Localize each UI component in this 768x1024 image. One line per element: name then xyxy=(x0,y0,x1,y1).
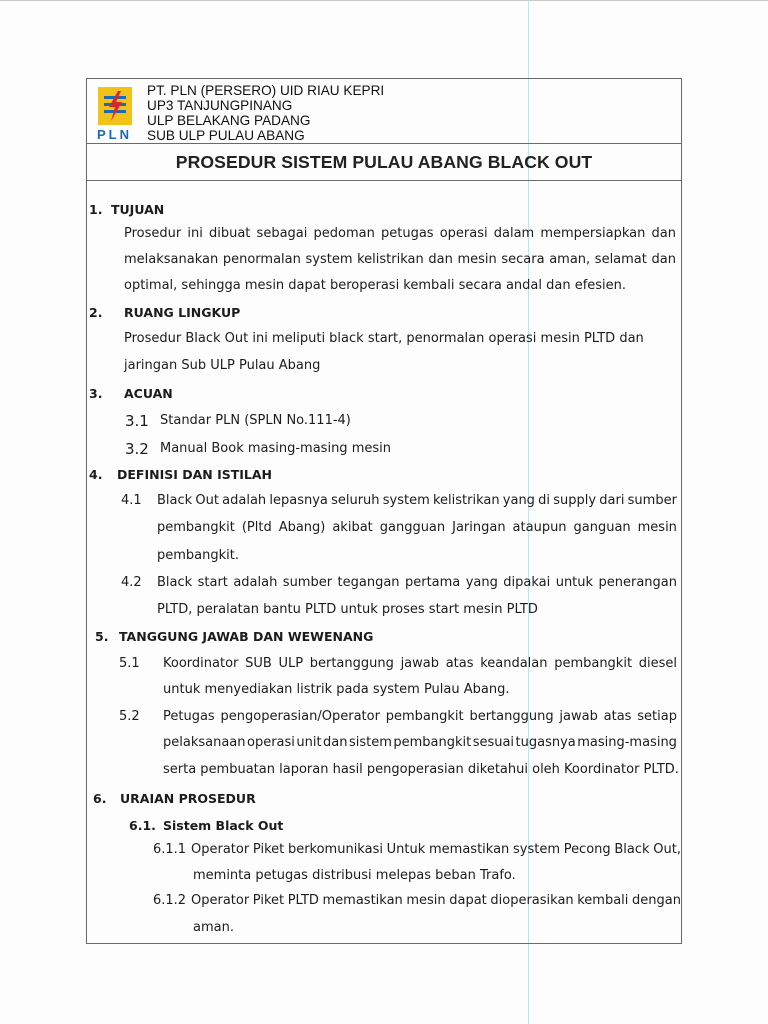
word: lepasnya xyxy=(269,493,328,508)
word: pembangkit xyxy=(554,656,633,671)
company-line: PT. PLN (PERSERO) UID RIAU KEPRI xyxy=(147,83,385,98)
section-number: 6. xyxy=(93,791,107,806)
item-line: untuk menyediakan listrik pada system Pulau Abang. xyxy=(163,682,510,697)
item-line xyxy=(163,709,677,724)
word: aman, xyxy=(549,252,591,267)
item-line: serta pembuatan laporan hasil pengoperasian diketahui oleh Koordinator PLTD. xyxy=(163,762,679,777)
word: diesel xyxy=(638,656,677,671)
section-heading: TUJUAN xyxy=(111,202,165,217)
word: kelistrikan xyxy=(432,493,500,508)
company-line: UP3 TANJUNGPINANG xyxy=(147,98,293,113)
word: penormalan xyxy=(222,252,301,267)
word: memastikan xyxy=(322,893,403,908)
word: atas xyxy=(445,656,474,671)
company-line: ULP BELAKANG PADANG xyxy=(147,113,311,128)
word: Petugas xyxy=(163,709,215,724)
word: start xyxy=(197,575,228,590)
word: dan xyxy=(651,226,676,241)
word: seluruh xyxy=(331,493,380,508)
item-line xyxy=(163,656,677,671)
word: pembangkit xyxy=(393,735,472,750)
item-text: Standar PLN (SPLN No.111-4) xyxy=(160,413,351,428)
word: melaksanakan xyxy=(124,252,219,267)
word: Black xyxy=(614,842,650,857)
word: dalam xyxy=(493,226,535,241)
item-line xyxy=(157,493,677,508)
word: setiap xyxy=(637,709,677,724)
word: Jaringan xyxy=(452,520,506,535)
section-number: 5. xyxy=(95,629,109,644)
word: mesin xyxy=(406,893,446,908)
word: gangguan xyxy=(379,520,446,535)
pln-lightning-logo-icon xyxy=(98,87,132,125)
item-line xyxy=(191,842,681,857)
word: memastikan xyxy=(429,842,510,857)
item-number: 3.1 xyxy=(125,412,149,430)
word: kelistrikan xyxy=(357,252,424,267)
word: pertama xyxy=(404,575,461,590)
section-number: 2. xyxy=(89,305,103,320)
word: secara xyxy=(501,252,545,267)
word: bertanggung xyxy=(309,656,394,671)
paragraph-line: jaringan Sub ULP Pulau Abang xyxy=(124,358,321,373)
word: ganguan xyxy=(573,520,631,535)
word: SUB xyxy=(245,656,272,671)
word: ini xyxy=(187,226,203,241)
section-heading: RUANG LINGKUP xyxy=(124,305,241,320)
section-heading: DEFINISI DAN ISTILAH xyxy=(117,467,273,482)
word: di xyxy=(538,493,551,508)
word: dan xyxy=(428,252,453,267)
company-line: SUB ULP PULAU ABANG xyxy=(147,128,305,143)
item-line: aman. xyxy=(193,920,234,935)
item-number: 5.1 xyxy=(119,656,140,671)
word: sesuai xyxy=(472,735,515,750)
word: adalah xyxy=(222,493,267,508)
word: keandalan xyxy=(480,656,548,671)
page-top-edge xyxy=(0,0,768,1)
word: dan xyxy=(651,252,676,267)
item-line xyxy=(191,893,681,908)
word: unit xyxy=(296,735,322,750)
item-text: Manual Book masing-masing mesin xyxy=(160,441,391,456)
word: dibuat xyxy=(208,226,251,241)
item-number: 4.2 xyxy=(121,575,142,590)
word: untuk xyxy=(555,575,594,590)
word: pengoperasian/Operator xyxy=(220,709,380,724)
word: sumber xyxy=(282,575,333,590)
word: pelaksanaan xyxy=(163,735,246,750)
company-block xyxy=(147,83,384,143)
item-number: 3.2 xyxy=(125,440,149,458)
word: Piket xyxy=(252,893,285,908)
word: bertanggung xyxy=(469,709,554,724)
word: sumber xyxy=(627,493,677,508)
word: dioperasikan xyxy=(490,893,574,908)
section-heading: ACUAN xyxy=(124,386,173,401)
word: Abang) xyxy=(278,520,326,535)
word: dipakai xyxy=(503,575,551,590)
word: masing-masing xyxy=(577,735,677,750)
word: yang xyxy=(465,575,498,590)
word: petugas xyxy=(380,226,434,241)
word: operasi xyxy=(246,735,295,750)
word: Out xyxy=(195,493,219,508)
paragraph-line: optimal, sehingga mesin dapat beroperasi kembali secara andal dan efesien. xyxy=(124,278,627,293)
word: pembangkit xyxy=(385,709,464,724)
subsection-number: 6.1. xyxy=(129,818,156,833)
word: dan xyxy=(323,735,348,750)
word: PLTD xyxy=(287,893,319,908)
word: Operator xyxy=(191,893,250,908)
item-line: pembangkit. xyxy=(157,548,239,563)
word: mesin xyxy=(457,252,497,267)
paragraph-line xyxy=(124,226,676,241)
item-line: meminta petugas distribusi melepas beban Trafo. xyxy=(193,868,516,883)
item-line xyxy=(157,575,677,590)
word: jawab xyxy=(559,709,598,724)
word: atas xyxy=(603,709,632,724)
section-heading: URAIAN PROSEDUR xyxy=(120,791,256,806)
word: akibat xyxy=(332,520,373,535)
word: Pecong xyxy=(563,842,611,857)
word: supply xyxy=(553,493,597,508)
word: adalah xyxy=(233,575,278,590)
word: Koordinator xyxy=(163,656,239,671)
word: Untuk xyxy=(386,842,426,857)
item-line xyxy=(157,520,677,535)
word: tegangan xyxy=(337,575,400,590)
word: mempersiapkan xyxy=(540,226,646,241)
word: Operator xyxy=(191,842,250,857)
section-number: 1. xyxy=(89,202,103,217)
document-title: PROSEDUR SISTEM PULAU ABANG BLACK OUT xyxy=(175,151,593,172)
word: selamat xyxy=(594,252,647,267)
item-number: 6.1.1 xyxy=(153,842,187,857)
word: penerangan xyxy=(598,575,677,590)
word: ataupun xyxy=(512,520,567,535)
word: Black xyxy=(157,493,193,508)
word: tugasnya xyxy=(515,735,576,750)
word: sistem xyxy=(348,735,392,750)
word: system xyxy=(382,493,430,508)
word: ULP xyxy=(278,656,304,671)
word: Piket xyxy=(252,842,285,857)
word: operasi xyxy=(439,226,488,241)
word: jawab xyxy=(400,656,439,671)
word: mesin xyxy=(637,520,677,535)
word: system xyxy=(512,842,560,857)
document-frame xyxy=(86,78,682,944)
item-number: 5.2 xyxy=(119,709,140,724)
item-number: 4.1 xyxy=(121,493,142,508)
word: dari xyxy=(599,493,625,508)
word: pembangkit xyxy=(157,520,235,535)
item-line: PLTD, peralatan bantu PLTD untuk proses start mesin PLTD xyxy=(157,602,538,617)
word: sebagai xyxy=(256,226,308,241)
word: yang xyxy=(502,493,535,508)
word: kembali xyxy=(577,893,629,908)
word: Black xyxy=(157,575,193,590)
subsection-heading: Sistem Black Out xyxy=(163,818,284,833)
section-number: 4. xyxy=(89,467,103,482)
word: dapat xyxy=(449,893,487,908)
logo-wordmark: PLN xyxy=(97,127,132,142)
document-header xyxy=(87,79,681,144)
item-line xyxy=(163,735,677,750)
word: system xyxy=(305,252,353,267)
word: berkomunikasi xyxy=(287,842,383,857)
title-bar xyxy=(87,144,681,181)
word: pedoman xyxy=(313,226,375,241)
item-number: 6.1.2 xyxy=(153,893,187,908)
word: Prosedur xyxy=(124,226,182,241)
paragraph-line xyxy=(124,252,676,267)
section-number: 3. xyxy=(89,386,103,401)
section-heading: TANGGUNG JAWAB DAN WEWENANG xyxy=(119,629,374,644)
word: Out, xyxy=(653,842,681,857)
word: (Pltd xyxy=(241,520,272,535)
paragraph-line: Prosedur Black Out ini meliputi black start, penormalan operasi mesin PLTD dan xyxy=(124,331,644,346)
word: dengan xyxy=(631,893,681,908)
